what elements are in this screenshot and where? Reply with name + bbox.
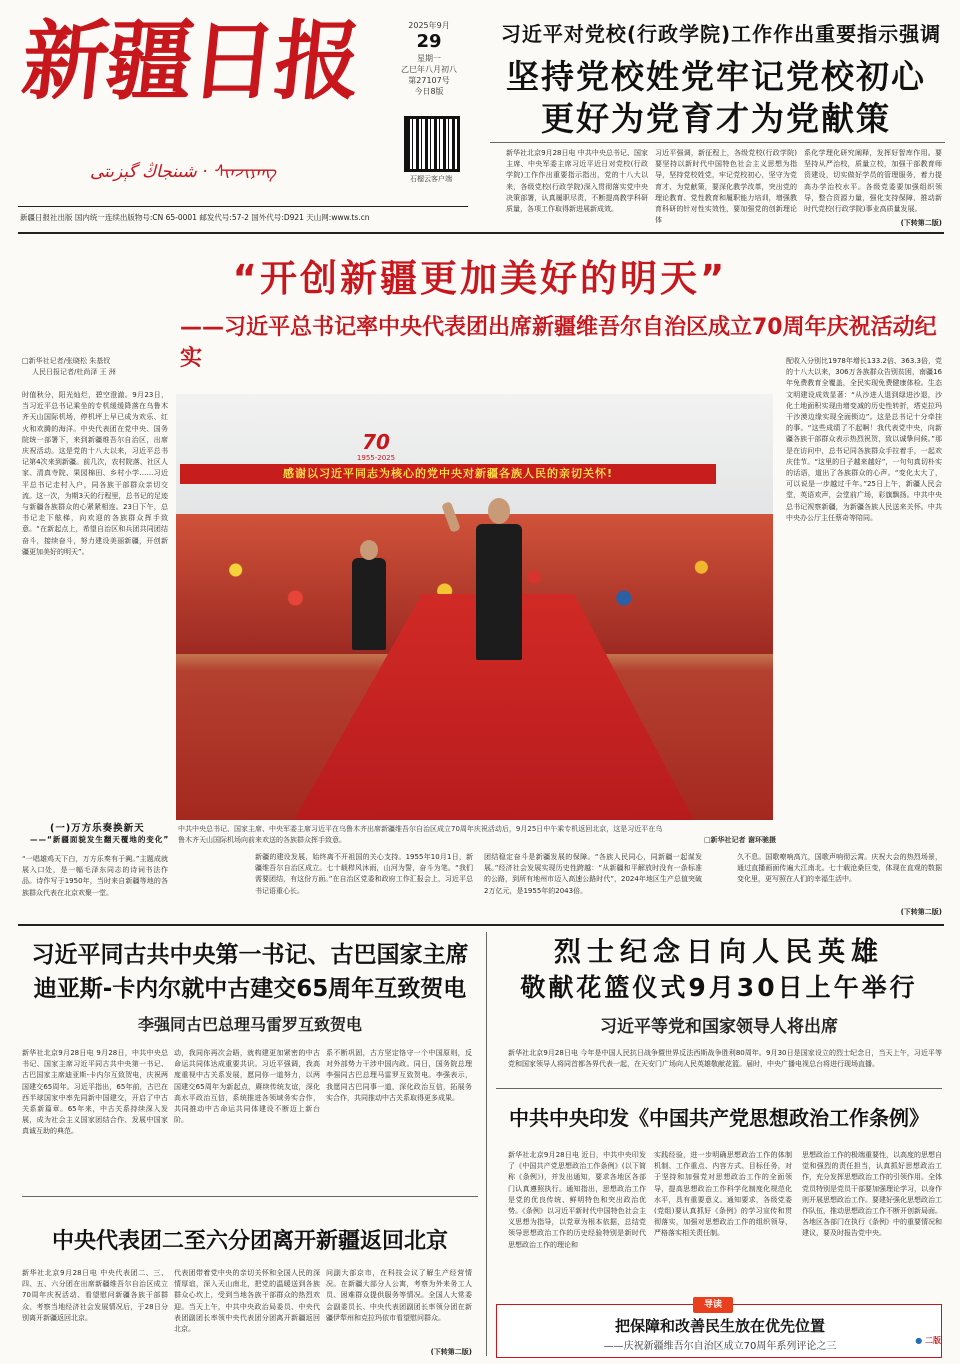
feature-photo[interactable]	[176, 394, 773, 820]
top-story-headline-2[interactable]: 更好为党育才为党献策	[541, 99, 891, 138]
mid-divider	[18, 924, 944, 926]
cuba-subheadline[interactable]: 李强同古巴总理马雷罗互致贺电	[137, 1015, 362, 1034]
feature-bottom-col-2: 新疆的建设发展，始终离不开祖国的关心支持。1955年10月1日，新疆维吾尔自治区成立。七十载栉风沐雨，山河为誓，奋斗为笔。“我们需要团结，有这份方面。”在自治区党委和政府工作汇报会上，习近平总书记语重心长。	[255, 853, 473, 895]
feature-byline-2: 人民日报记者/杜尚泽 王 洲	[32, 368, 116, 376]
martyrs-subheadline[interactable]: 习近平等党和国家领导人将出席	[600, 1017, 838, 1037]
photo-person-center-head	[488, 498, 510, 524]
feature-byline-1: □新华社记者/张晓松 朱基钗	[22, 357, 111, 365]
cuba-headline-1[interactable]: 习近平同古共中央第一书记、古巴国家主席	[31, 942, 469, 968]
feature-col-1: 时值秋分，阳光灿烂，碧空澄澈。9月23日，当习近平总书记乘坐的专机缓缓降落在乌鲁木齐天山国际机场，停机坪上早已成为欢乐、红火和欢腾的海洋。中央代表团在党中央、国务院统一部署下，来到新疆维吾尔自治区，出席庆祝活动。这是党的十八大以来，习近平总书记第4次来到新疆。前几次，农村院落、社区人家、清真寺院、果园棉田、乡村小学……习近平总书记走村入户，同各族干部群众亲切交流。这一次，为期3天的行程里，总书记的足迹与新疆各族群众的心紧紧相连。23日下午，总书记走下舷梯，向欢迎的各族群众挥手致意。“在新起点上，希望自治区和兵团共同团结奋斗，接续奋斗，努力建设美丽新疆，开创新疆更加美好的明天”。	[22, 391, 168, 556]
feature-subheadline[interactable]: ——习近平总书记率中央代表团出席新疆维吾尔自治区成立70周年庆祝活动纪实	[180, 315, 937, 371]
feature-section-heading: (一)万方乐奏换新天	[50, 823, 145, 834]
top-story-col-1: 新华社北京9月28日电 中共中央总书记、国家主席、中央军委主席习近平近日对党校(行政学院)工作作出重要指示指出，党的十八大以来，各级党校(行政学院)深入贯彻落实党中央决策部署，认真履职尽责，不断提高教学科研质量，各项工作取得新进展新成效。	[506, 149, 648, 214]
cuba-headline-2[interactable]: 迪亚斯-卡内尔就中古建交65周年互致贺电	[33, 976, 467, 1002]
photo-person-left-head	[360, 540, 378, 560]
photo-person-left	[352, 558, 386, 650]
promo-subtitle: ——庆祝新疆维吾尔自治区成立70周年系列评论之三	[603, 1341, 837, 1352]
promo-box[interactable]	[496, 1300, 942, 1358]
feature-photo-caption: 中共中央总书记、国家主席、中央军委主席习近平在乌鲁木齐出席新疆维吾尔自治区成立70周年庆祝活动后，9月25日中午乘专机返回北京，这是习近平在乌鲁木齐天山国际机场向前来欢送的各族群众挥手致意。	[178, 825, 663, 844]
feature-bottom-col-4: 久不息。国歌嘹响高亢，国歌声响彻云霄。庆祝大会的热烈场景，通过直播画面传遍大江南北。七十载沧桑巨变，体现在直观的数据变化里，更写照在人们的幸福生活中。	[737, 853, 942, 884]
cuba-col-3: 系不断巩固，古方坚定恪守一个中国原则，反对外部势力干涉中国内政。同日，国务院总理李强同古巴总理马雷罗互致贺电。李强表示，我愿同古巴同事一道，深化政治互信，拓展务实合作，共同推动中古关系取得更多成果。	[326, 1049, 472, 1102]
date-day: 29	[416, 31, 442, 52]
top-story-rule	[490, 142, 945, 143]
column-divider-vertical	[486, 932, 487, 1356]
photo-70-logo-number: 70	[362, 430, 390, 454]
date-box	[396, 20, 462, 97]
regulations-col-1: 新华社北京9月28日电 近日，中共中央印发了《中国共产党思想政治工作条例》(以下简称《条例》)，并发出通知，要求各地区各部门认真遵照执行。通知指出，思想政治工作是党的优良传统、鲜明特色和突出政治优势。《条例》以习近平新时代中国特色社会主义思想为指导，以党章为根本依据，总结党领导思想政治工作的历史经验特别是新时代思想政治工作的理论和	[508, 1151, 646, 1249]
feature-section-subheading: ——“新疆面貌发生翻天覆地的变化”	[30, 835, 170, 844]
regulations-headline[interactable]: 中共中央印发《中国共产党思想政治工作条例》	[509, 1106, 929, 1130]
cuba-return-divider	[22, 1196, 478, 1197]
martyrs-body: 新华社北京9月28日电 今年是中国人民抗日战争暨世界反法西斯战争胜利80周年。9月30日是国家设立的烈士纪念日，当天上午，习近平等党和国家领导人将同首都各界代表一起，在天安门广场向人民英雄敬献花篮。届时，中央广播电视总台将进行现场直播。	[508, 1049, 942, 1069]
feature-bottom-col-3: 团结稳定奋斗是新疆发展的保障。“各族人民同心，同新疆一起谋发展。”经济社会发展实现历史性跨越：“从新疆和平解放时没有一条标准的公路，到所有地州市迈入高速公路时代”，2024年地区生产总值突破2万亿元，是1955年的2043倍。	[484, 853, 702, 895]
page-count: 今日8版	[414, 87, 444, 96]
qr-caption: 石榴云客户端	[410, 175, 452, 183]
feature-photo-credit: □新华社记者 谢环驰摄	[703, 836, 776, 844]
photo-70-logo	[336, 430, 416, 462]
cuba-col-2: 动，我同你再次会晤，就构建更加紧密的中古命运共同体达成重要共识。习近平强调，我高度重视中古关系发展，愿同你一道努力，以两国建交65周年为新起点，赓续传统友谊，深化高水平政治互信，系统推进各领域务实合作，共同推动中古命运共同体建设不断迈上新台阶。	[174, 1049, 320, 1125]
martyrs-divider	[496, 1088, 942, 1089]
masthead-script-names: ﺷﯩﻨﺠﺎڭ ﮔﯧﺰﯨﺘﻰ · ᠱᠢᠨᠵᠢᠶᠠᠩ	[90, 162, 276, 182]
martyrs-headline-1[interactable]: 烈士纪念日向人民英雄	[554, 937, 884, 968]
masthead-rule	[18, 206, 468, 207]
photo-banner: 感谢以习近平同志为核心的党中央对新疆各族人民的亲切关怀!	[180, 464, 716, 484]
photo-70-logo-years: 1955-2025	[356, 454, 396, 462]
promo-page-ref-label: 二版	[925, 1336, 941, 1345]
return-continued: (下转第二版)	[430, 1348, 472, 1356]
regulations-col-2: 实践经验，进一步明确思想政治工作的体制机制、工作重点、内容方式、目标任务，对于坚持和加强党对思想政治工作的全面领导，提高思想政治工作科学化制度化规范化水平，具有重要意义。通知要求，各级党委(党组)要认真抓好《条例》的学习宣传和贯彻落实，加强对思想政治工作的组织领导，严格落实相关责任制。	[654, 1151, 792, 1238]
return-col-3: 问副大部京市，在科技会议了解生产经营情况。在新疆大部分人公寓，考察为外来务工人员、困难群众提供服务等情况。全国人大常委会副委员长、中央代表团副团长率领分团在新疆伊犁州和克拉玛依市看望慰问群众。	[326, 1269, 472, 1322]
date-lunar: 乙巳年八月初八	[401, 65, 457, 74]
photo-person-center	[476, 524, 522, 660]
feature-right-col: 配收入分别比1978年增长133.2倍、363.3倍，党的十八大以来，306万各族群众告别贫困，南疆16年免费教育全覆盖，全民实现免费健康体检。生态文明建设成效显著：“从沙进人退到绿进沙退，沙化土地面积实现由增变减的历史性转折，塔克拉玛干沙漠边缘实现全面锁边”。这是总书记十分牵挂的事。“这些成绩了不起啊！我代表党中央，向新疆各族干部群众表示热烈祝贺，致以诚挚问候。”那是在访问中，总书记同各族群众手拉着手，一起欢庆佳节。“这里的日子越来越好”，一句句真切朴实的话语，道出了各族群众的心声。“变化太大了，可以说是一步越过千年。”25日上午，新疆人民会堂，英语欢声，会堂前广场，彩旗飘扬。中共中央总书记视察新疆，为新疆各族人民送来关怀。中共中央办公厅主任蔡奇等陪同。	[786, 357, 942, 522]
return-col-1: 新华社北京9月28日电 中央代表团二、三、四、五、六分团在出席新疆维吾尔自治区成立70周年庆祝活动、看望慰问新疆各族干部群众、考察当地经济社会发展情况后，于28日分别离开新疆返回北京。	[22, 1269, 168, 1322]
martyrs-headline-2[interactable]: 敬献花篮仪式9月30日上午举行	[520, 973, 918, 1002]
issue-number: 第27107号	[408, 76, 450, 85]
qr-code-icon[interactable]	[404, 116, 460, 172]
promo-page-ref[interactable]	[893, 1335, 941, 1346]
promo-title[interactable]: 把保障和改善民生放在优先位置	[614, 1317, 825, 1335]
top-story-col-2: 习近平强调，新征程上，各级党校(行政学院)要坚持以新时代中国特色社会主义思想为指导，坚持党校姓党，牢记党校初心，坚守为党育才、为党献策，要深化教学改革，突出党的理论教育、党性教育和履职能力培训，增强教育科研的针对性实效性，要加强党的创新理论体	[655, 149, 797, 225]
top-story-headline-1[interactable]: 坚持党校姓党牢记党校初心	[506, 57, 926, 96]
promo-badge: 导读	[693, 1297, 733, 1313]
top-story-continued: (下转第二版)	[900, 219, 942, 227]
cuba-col-1: 新华社北京9月28日电 9月28日，中共中央总书记、国家主席习近平同古共中央第一书记、古巴国家主席迪亚斯-卡内尔互致贺电，庆祝两国建交65周年。习近平指出，65年前，古巴在西半球国家中率先同新中国建交，开启了中古关系新篇章。65年来，中古关系持续深入发展，成为社会主义国家团结合作、发展中国家真诚互助的典范。	[22, 1049, 168, 1136]
masthead-info-bar: 新疆日报社出版 国内统一连续出版物号:CN 65-0001 邮发代号:57-2 国外代号:D921 天山网:www.ts.cn	[20, 213, 370, 222]
return-headline[interactable]: 中央代表团二至六分团离开新疆返回北京	[51, 1229, 448, 1254]
top-story-kicker[interactable]: 习近平对党校(行政学院)工作作出重要指示强调	[500, 22, 942, 46]
regulations-col-3: 思想政治工作的极端重要性，以高度的思想自觉和强烈的责任担当，认真抓好思想政治工作，充分发挥思想政治工作的引领作用。全体党员特别是党员干部要加强理论学习，以身作则开展思想政治工作。要建好强化思想政治工作队伍，推动思想政治工作不断开创新局面。各地区各部门在执行《条例》中的重要情况和建议，要及时报告党中央。	[802, 1151, 942, 1238]
date-weekday: 星期一	[417, 54, 441, 63]
promo-arrow-icon: ●	[915, 1336, 923, 1345]
feature-continued: (下转第二版)	[900, 908, 942, 916]
top-story-col-3: 系化学理化研究阐释，发挥好智库作用。要坚持从严治校，质量立校，加强干部教育师资建设，切实做好学员的管理服务，着力提高办学治校水平。各级党委要加强组织领导，整合资源力量，强化支持保障，推动新时代党校(行政学院)事业高质量发展。	[804, 149, 942, 214]
feature-bottom-col-1: “一唱雄鸡天下白，万方乐奏有于阗。”主题成就展入口处，是一幅毛泽东同志的诗词书法作品。诗作写于1950年，当时来自新疆等地的各族群众代表在北京欢聚一堂。	[22, 855, 168, 897]
top-divider	[18, 232, 944, 234]
feature-headline[interactable]: “开创新疆更加美好的明天”	[232, 257, 728, 300]
date-year-month: 2025年9月	[408, 21, 450, 30]
masthead-logo: 新疆日报	[17, 11, 365, 112]
return-col-2: 代表团带着党中央的亲切关怀和全国人民的深情厚谊，深入天山南北，把党的温暖送到各族群众心坎上，受到当地各族干部群众的热烈欢迎。当天上午，中共中央政治局委员、中央代表团副团长率领中央代表团分团离开新疆返回北京。	[174, 1269, 320, 1334]
